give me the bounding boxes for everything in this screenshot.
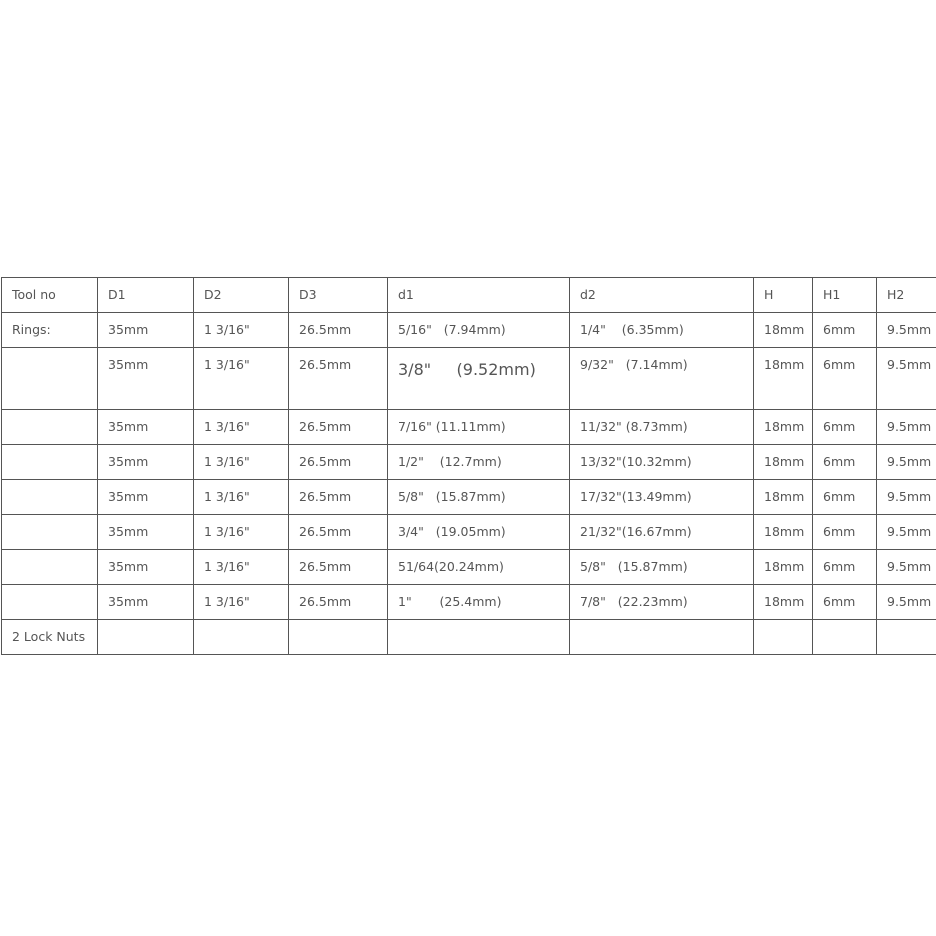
table-cell: 9.5mm (877, 585, 936, 620)
table-cell: 3/4" (19.05mm) (388, 515, 570, 550)
table-cell: 35mm (98, 445, 194, 480)
table-cell: 1 3/16" (194, 348, 289, 410)
table-cell (754, 620, 813, 655)
table-cell: 18mm (754, 410, 813, 445)
table-cell: 1/4" (6.35mm) (570, 313, 754, 348)
table-cell: 26.5mm (289, 348, 388, 410)
table-cell: 9.5mm (877, 313, 936, 348)
table-cell: 35mm (98, 348, 194, 410)
table-cell: 1 3/16" (194, 550, 289, 585)
table-cell: 1 3/16" (194, 480, 289, 515)
table-cell: 35mm (98, 585, 194, 620)
table-cell: Rings: (2, 313, 98, 348)
header-cell: d2 (570, 278, 754, 313)
table-cell: 1" (25.4mm) (388, 585, 570, 620)
table-cell: 6mm (813, 550, 877, 585)
table-cell: 1/2" (12.7mm) (388, 445, 570, 480)
table-cell: 35mm (98, 410, 194, 445)
table-cell: 1 3/16" (194, 585, 289, 620)
table-row (2, 445, 936, 480)
table-cell (2, 515, 98, 550)
table-cell (2, 480, 98, 515)
table-cell: 5/8" (15.87mm) (570, 550, 754, 585)
table-row (2, 480, 936, 515)
table-cell (570, 620, 754, 655)
table-cell (2, 348, 98, 410)
table-cell: 1 3/16" (194, 410, 289, 445)
table-cell (813, 620, 877, 655)
table-cell: 9.5mm (877, 445, 936, 480)
table-cell: 26.5mm (289, 585, 388, 620)
table-cell (289, 620, 388, 655)
table-cell: 35mm (98, 515, 194, 550)
table-cell: 9.5mm (877, 550, 936, 585)
table-cell: 2 Lock Nuts (2, 620, 98, 655)
table-cell: 26.5mm (289, 515, 388, 550)
table-cell: 5/16" (7.94mm) (388, 313, 570, 348)
table-cell (2, 585, 98, 620)
table-cell (194, 620, 289, 655)
table-cell: 18mm (754, 348, 813, 410)
table-cell: 26.5mm (289, 550, 388, 585)
header-cell: Tool no (2, 278, 98, 313)
table-cell: 1 3/16" (194, 445, 289, 480)
table-cell: 5/8" (15.87mm) (388, 480, 570, 515)
table-cell: 7/16" (11.11mm) (388, 410, 570, 445)
table-cell: 6mm (813, 585, 877, 620)
table-cell: 51/64(20.24mm) (388, 550, 570, 585)
table-cell: 6mm (813, 410, 877, 445)
table-row (2, 348, 936, 410)
table-cell: 6mm (813, 480, 877, 515)
table-cell: 9.5mm (877, 348, 936, 410)
table-cell (2, 550, 98, 585)
table-cell: 9.5mm (877, 410, 936, 445)
table-cell: 18mm (754, 313, 813, 348)
table-row (2, 620, 936, 655)
table-cell: 18mm (754, 515, 813, 550)
table-cell: 18mm (754, 445, 813, 480)
table-cell: 26.5mm (289, 410, 388, 445)
table-cell: 9.5mm (877, 480, 936, 515)
table-cell: 18mm (754, 585, 813, 620)
table-cell: 1 3/16" (194, 313, 289, 348)
header-cell: H (754, 278, 813, 313)
table-cell: 7/8" (22.23mm) (570, 585, 754, 620)
table-cell (2, 445, 98, 480)
table-row (2, 515, 936, 550)
table-cell: 11/32" (8.73mm) (570, 410, 754, 445)
table-cell: 35mm (98, 550, 194, 585)
table-cell: 9/32" (7.14mm) (570, 348, 754, 410)
table-cell: 1 3/16" (194, 515, 289, 550)
header-cell: D2 (194, 278, 289, 313)
header-cell: H2 (877, 278, 936, 313)
table-cell (388, 620, 570, 655)
table-cell: 3/8" (9.52mm) (388, 348, 570, 410)
table-cell: 18mm (754, 550, 813, 585)
spec-table (1, 277, 936, 655)
table-cell (2, 410, 98, 445)
table-cell: 21/32"(16.67mm) (570, 515, 754, 550)
table-cell: 35mm (98, 480, 194, 515)
table-row (2, 585, 936, 620)
table-cell: 26.5mm (289, 313, 388, 348)
table-cell: 9.5mm (877, 515, 936, 550)
table-cell: 6mm (813, 313, 877, 348)
table-cell: 35mm (98, 313, 194, 348)
table-cell: 26.5mm (289, 445, 388, 480)
table-row (2, 550, 936, 585)
table-cell: 6mm (813, 348, 877, 410)
table-row (2, 313, 936, 348)
table-cell: 13/32"(10.32mm) (570, 445, 754, 480)
header-cell: d1 (388, 278, 570, 313)
table-cell (98, 620, 194, 655)
table-cell: 26.5mm (289, 480, 388, 515)
header-cell: H1 (813, 278, 877, 313)
header-cell: D3 (289, 278, 388, 313)
table-cell: 6mm (813, 515, 877, 550)
table-row (2, 410, 936, 445)
table-cell: 18mm (754, 480, 813, 515)
header-row (2, 278, 936, 313)
header-cell: D1 (98, 278, 194, 313)
table-cell: 6mm (813, 445, 877, 480)
table-cell: 17/32"(13.49mm) (570, 480, 754, 515)
table-cell (877, 620, 936, 655)
